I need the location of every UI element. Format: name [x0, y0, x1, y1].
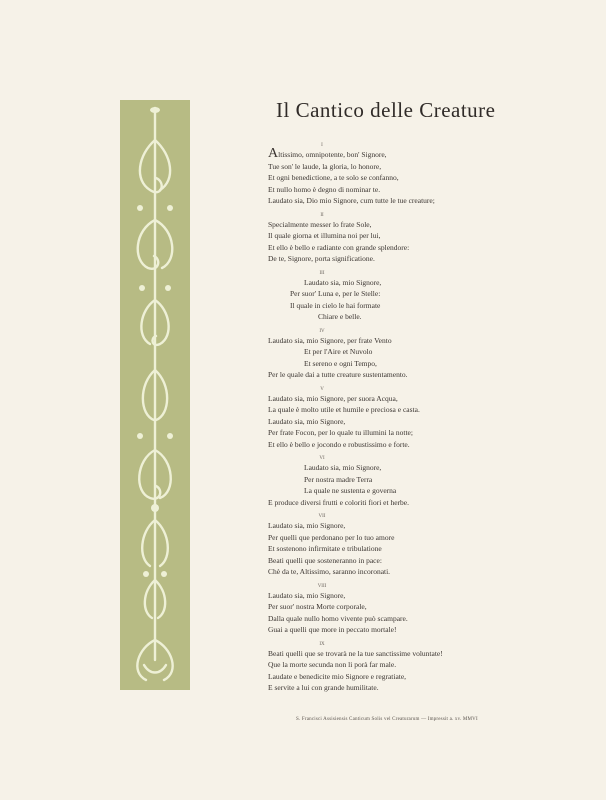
colophon-footer: S. Francisci Assisiensis Canticum Solis vel Creaturarum — Impressit a. xv. MMVI — [296, 717, 478, 722]
initial-capital: A — [268, 146, 279, 161]
poem-line: Et ogni benedictione, a te solo se confanno, — [268, 173, 399, 182]
stanza-number: VI — [319, 456, 325, 461]
stanza — [268, 513, 588, 578]
stanza-number: IX — [319, 641, 325, 647]
poem-line: De te, Signore, porta significatione. — [268, 254, 375, 263]
poem-body — [268, 142, 588, 699]
poem-line: Per quelli que perdonano per lo tuo amore — [268, 532, 395, 542]
poem-line: Laudato sia, mio Signore, per suora Acqua, — [268, 393, 398, 403]
poem-line: Chè da te, Altissimo, saranno incoronati. — [268, 567, 391, 576]
woodcut-ornament-strip — [120, 100, 190, 690]
poem-line: Per nostra madre Terra — [304, 474, 373, 484]
page-title: Il Cantico delle Creature — [276, 98, 496, 122]
stanza — [268, 142, 588, 207]
stanza — [268, 328, 588, 381]
poem-line: Chiare e belle. — [318, 312, 362, 321]
poem-line: Laudato sia, mio Signore, — [268, 590, 346, 600]
poem-line: Altissimo, omnipotente, bon' Signore, — [268, 146, 387, 161]
stanza — [268, 455, 588, 508]
poem-line: Per suor' Luna e, per le Stelle: — [290, 289, 381, 298]
poem-line: Tue son' le laude, la gloria, lo honore, — [268, 161, 382, 171]
poem-line: Laudato sia, Dio mio Signore, cum tutte le tue creature; — [268, 196, 435, 205]
stanza — [268, 270, 588, 323]
poem-line: Dalla quale nullo homo vivente può scampare. — [268, 613, 408, 623]
poem-line: Specialmente messer lo frate Sole, — [268, 219, 372, 229]
poem-line: Per le quale dai a tutte creature sustentamento. — [268, 370, 408, 379]
poem-line: Il quale giorna et illumina noi per lui, — [268, 231, 381, 240]
poem-line: Laudato sia, mio Signore, — [268, 416, 346, 426]
poem-line: E servite a lui con grande humilitate. — [268, 683, 379, 692]
stanza-number: V — [320, 386, 324, 392]
poem-line: Guai a quelli que more in peccato mortale! — [268, 625, 397, 634]
poem-line: Et per l'Aire et Nuvolo — [304, 347, 373, 356]
poem-line: Per frate Focon, per lo quale tu illumini la notte; — [268, 428, 413, 437]
poem-line: Laudato sia, mio Signore, — [268, 521, 346, 530]
poem-line: Beati quelli que sosteneranno in pace: — [268, 555, 382, 565]
poem-line: Laudate e benedicite mio Signore e regratiate, — [268, 671, 407, 681]
poem-line: Et ello è bello e radiante con grande splendore: — [268, 242, 410, 252]
vine-ornament-illustration — [120, 100, 190, 690]
stanza-number: I — [321, 143, 323, 148]
poem-line: Et sereno e ogni Tempo, — [304, 358, 377, 368]
poem-line: La quale ne sustenta e governa — [304, 486, 397, 495]
poem-line: Laudato sia, mio Signore, — [304, 463, 382, 472]
poem-line: Beati quelli que se trovarà ne la tue sanctissime voluntate! — [268, 648, 443, 658]
stanza — [268, 583, 588, 636]
poem-line: Que la morte secunda non li porà far male. — [268, 660, 397, 669]
poem-line: La quale è molto utile et humile e preciosa e casta. — [268, 405, 420, 414]
poem-line: Et nullo homo è degno di nominar te. — [268, 184, 381, 194]
stanza-number: IV — [319, 328, 325, 334]
poem-line: Laudato sia, mio Signore, — [304, 277, 382, 287]
poem-line: Et sostenono infirmitate e tribulatione — [268, 544, 382, 553]
stanza-number: III — [319, 270, 325, 276]
stanza-number: VIII — [317, 583, 327, 589]
stanza-number: VII — [318, 514, 326, 519]
poem-line: Per suor' nostra Morte corporale, — [268, 602, 367, 611]
stanza — [268, 212, 588, 265]
poem-line: Laudato sia, mio Signore, per frate Vento — [268, 335, 392, 345]
poem-line: Il quale in cielo le hai formate — [290, 300, 381, 310]
stanza-number: II — [320, 212, 324, 218]
poem-line: Et ello è bello e jocondo e robustissimo e forte. — [268, 439, 410, 449]
stanza — [268, 641, 588, 694]
stanza — [268, 386, 588, 451]
poem-line: E produce diversi frutti e coloriti fiori et herbe. — [268, 497, 409, 507]
